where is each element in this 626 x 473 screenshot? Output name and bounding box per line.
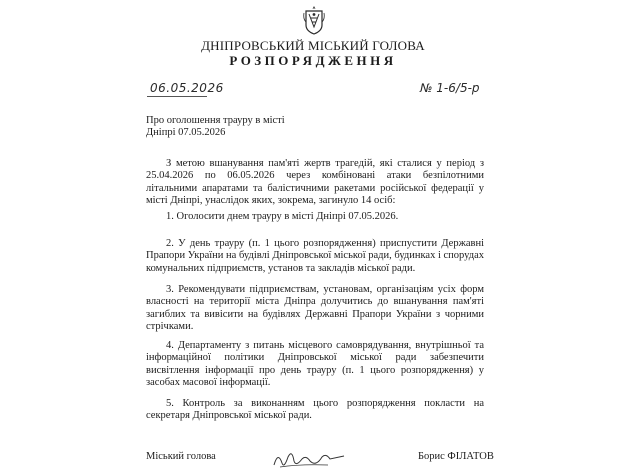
signatory-name: Борис ФІЛАТОВ (418, 451, 494, 462)
item-1-paragraph: 1. Оголосити днем трауру в місті Дніпрі 07.05.2026. (166, 211, 399, 222)
date-underline (147, 96, 207, 97)
item-2-paragraph: 2. У день трауру (п. 1 цього розпорядження) приспустити Державні Прапори України на будівлі Дніпровської міської ради, будинках і спорудах комунальних підприємств, установ та закладів міської ради. (146, 238, 484, 274)
handwritten-signature (270, 447, 350, 471)
item-5-paragraph: 5. Контроль за виконанням цього розпорядження покласти на секретаря Дніпровської міської ради. (146, 398, 484, 422)
item-4-paragraph: 4. Департаменту з питань місцевого самоврядування, внутрішньої та інформаційної політики Дніпровської міської ради забезпечити висвітлення інформації про день трауру (п. 1 цього розпорядження) у засобах масової інформації. (146, 340, 484, 389)
issuing-authority: ДНІПРОВСЬКИЙ МІСЬКИЙ ГОЛОВА (201, 38, 425, 53)
document-type-title: РОЗПОРЯДЖЕННЯ (229, 53, 397, 68)
item-3-paragraph: 3. Рекомендувати підприємствам, установам, організаціям усіх форм власності на території міста Дніпра долучитись до вшанування пам'яті загиблих та вивісити на будівлях Державні Прапори України з чорними стрічками. (146, 284, 484, 333)
preamble-paragraph: З метою вшанування пам'яті жертв трагедій, які сталися у період з 25.04.2026 по 06.05.2026 через комбіновані атаки безпілотними літальними апаратами та балістичними ракетами російської федерації у місті Дніпрі, унаслідок яких, зокрема, загинуло 14 осіб: (146, 158, 484, 207)
decree-number: № 1-6/5-р (420, 81, 480, 95)
decree-date: 06.05.2026 (150, 81, 224, 95)
coat-of-arms-icon (303, 5, 325, 35)
signatory-position: Міський голова (146, 451, 216, 462)
decree-subject: Про оголошення трауру в місті Дніпрі 07.05.2026 (146, 115, 285, 138)
